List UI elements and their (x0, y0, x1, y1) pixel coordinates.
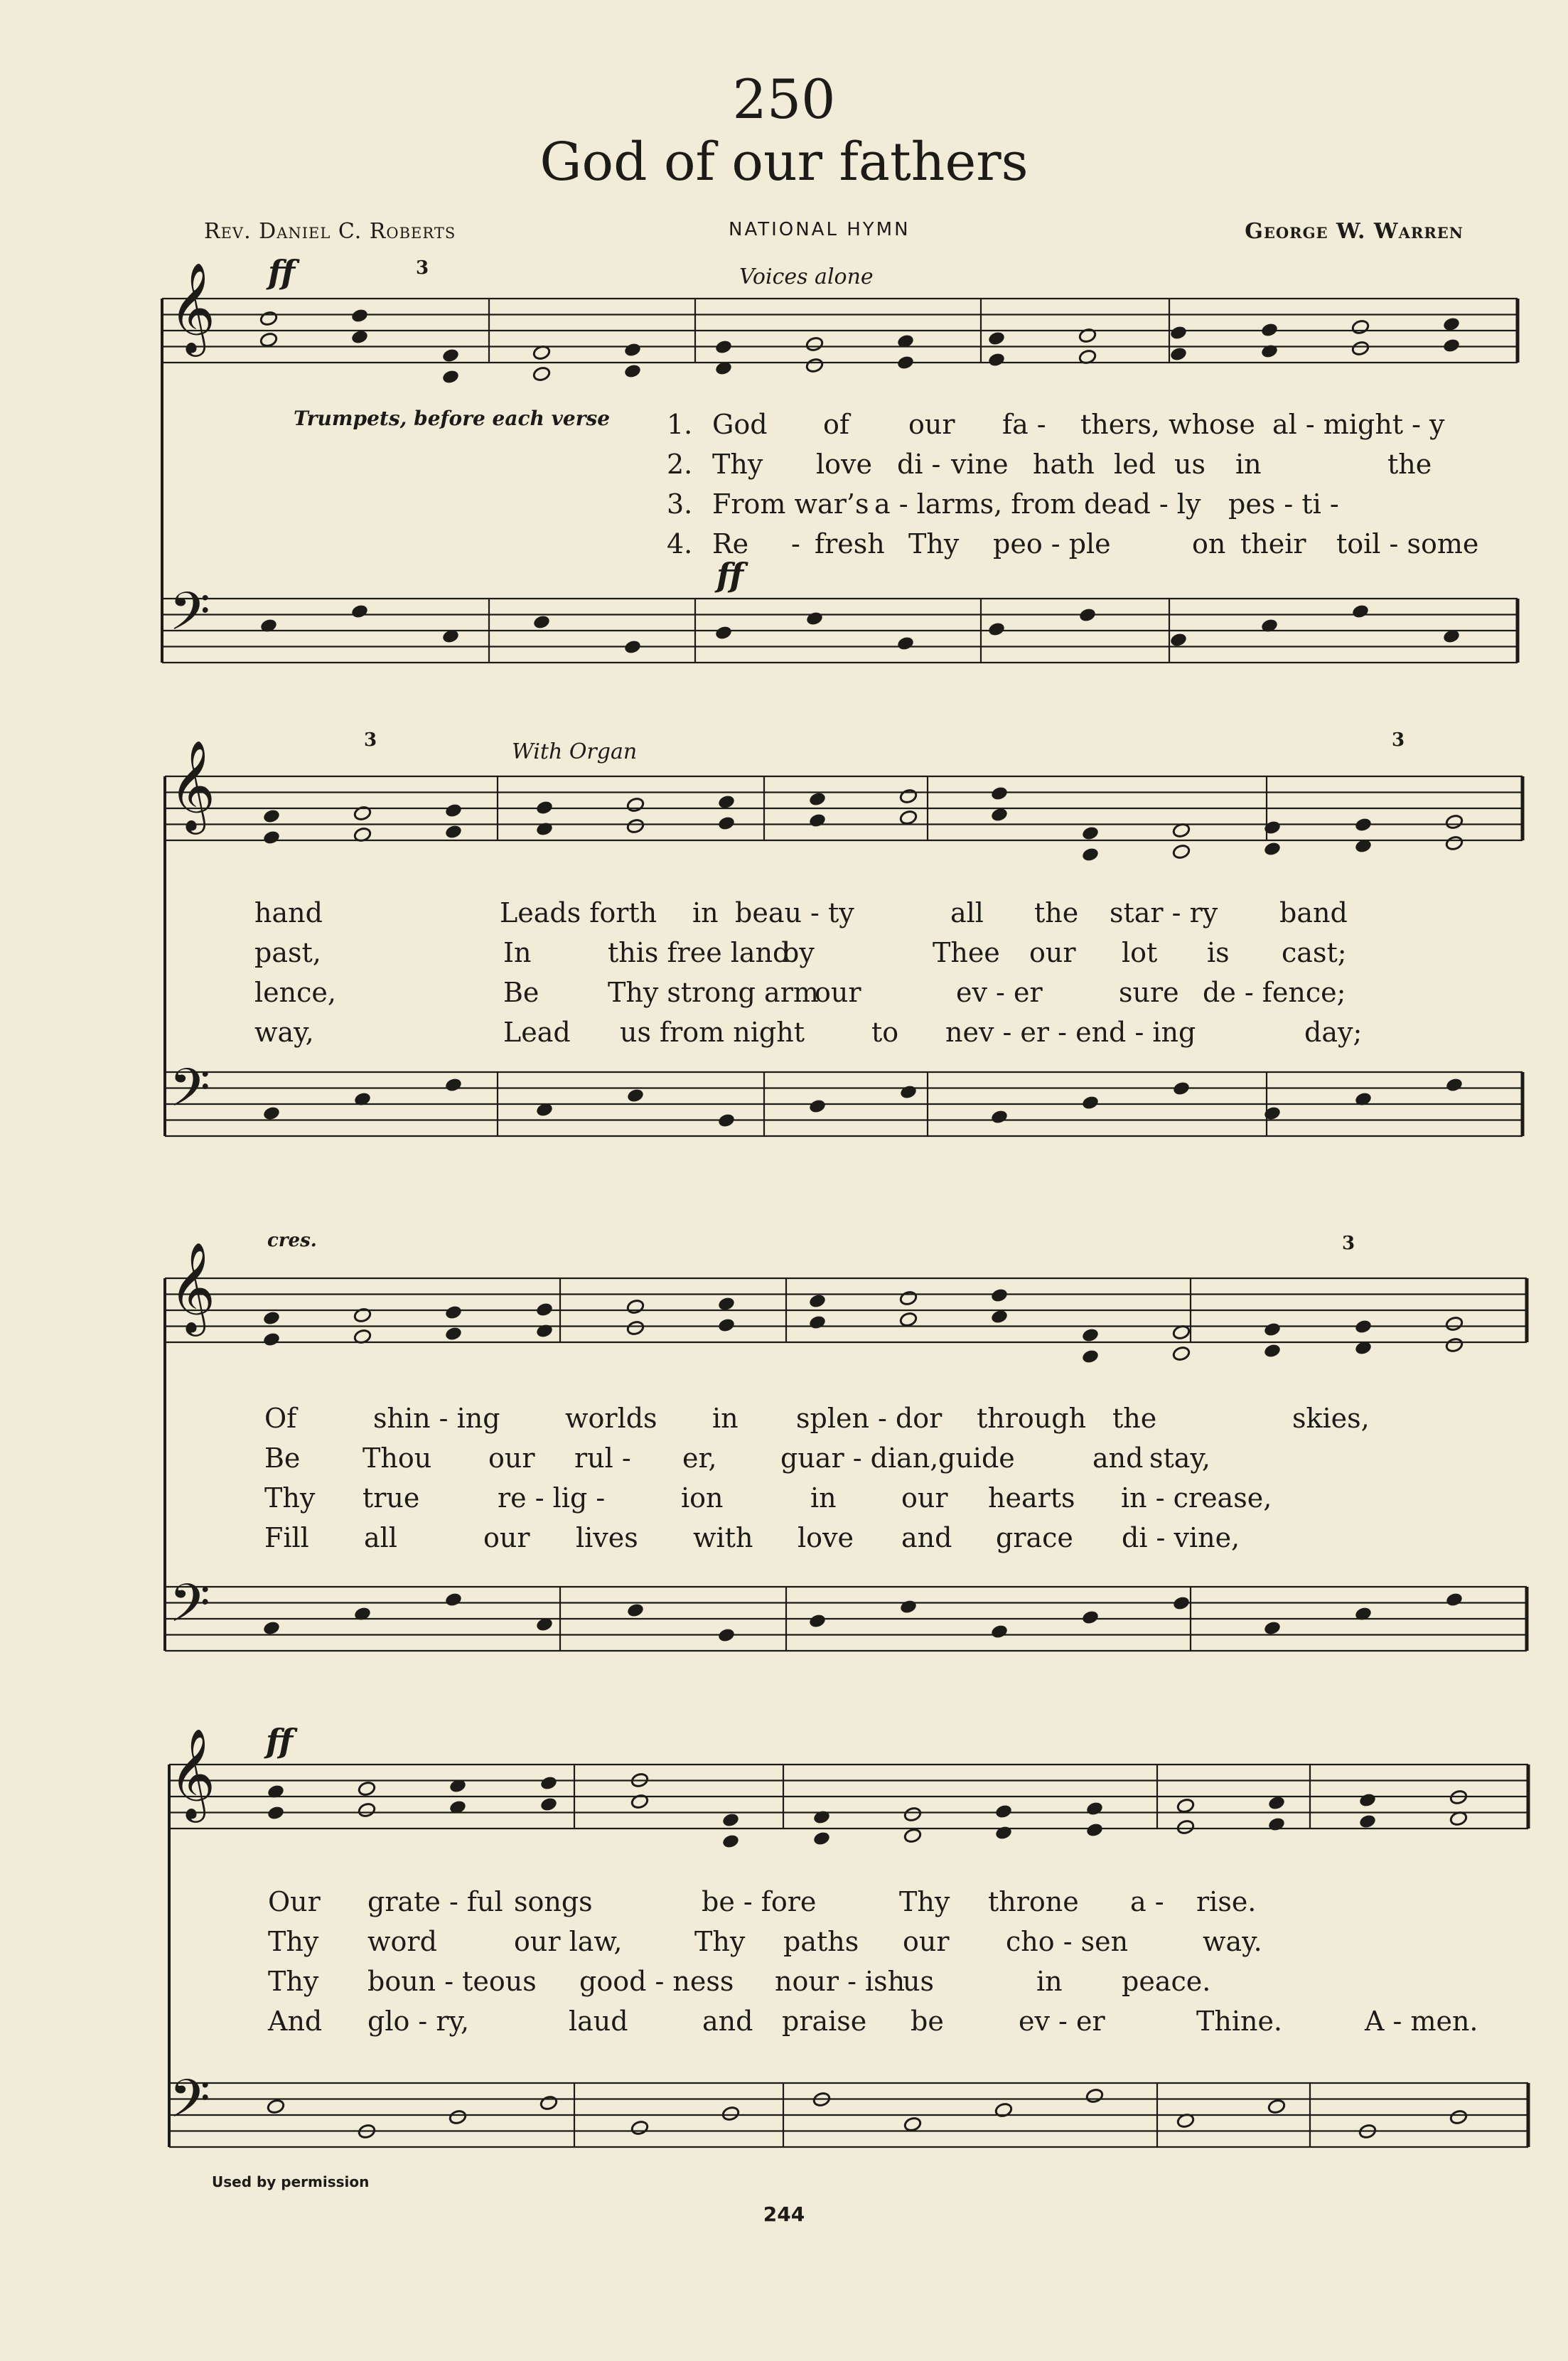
lyric-syllable: - (791, 528, 800, 560)
lyric-syllable: on (1192, 528, 1226, 560)
lyric-syllable: our (903, 1926, 950, 1957)
lyric-syllable: all (364, 1522, 397, 1553)
lyric-syllable: Thy strong arm (608, 977, 819, 1008)
lyric-syllable: rise. (1196, 1886, 1257, 1917)
lyric-syllable: Fill (264, 1522, 309, 1553)
lyric-syllable: toil - some (1336, 528, 1479, 560)
lyric-syllable: lot (1122, 937, 1158, 968)
lyric-syllable: is (1207, 937, 1230, 968)
lyric-syllable: past, (254, 937, 321, 968)
lyric-syllable: Leads forth (500, 897, 657, 928)
lyric-syllable: fa - (1002, 409, 1046, 440)
lyric-syllable: word (367, 1926, 437, 1957)
lyric-syllable: boun - teous (367, 1966, 537, 1997)
lyric-syllable: Be (264, 1442, 301, 1474)
lyric-syllable: ion (681, 1482, 724, 1514)
crescendo-marking: cres. (267, 1230, 317, 1251)
lyric-syllable: ev - er (956, 977, 1043, 1008)
lyric-syllable: laud (569, 2006, 628, 2037)
lyric-syllable: true (363, 1482, 420, 1514)
lyric-syllable: nev - er - end - ing (945, 1017, 1196, 1048)
lyric-syllable: hath (1033, 449, 1095, 480)
lyric-syllable: Thee (933, 937, 1000, 968)
triplet-mark-4: 3 (1342, 1233, 1355, 1254)
lyric-syllable: our (1029, 937, 1076, 968)
lyric-syllable: Thy (694, 1926, 746, 1957)
lyric-syllable: our (488, 1442, 535, 1474)
lyric-syllable: praise (782, 2006, 867, 2037)
lyric-syllable: rul - (574, 1442, 631, 1474)
lyric-syllable: guide (938, 1442, 1015, 1474)
lyric-syllable: Be (503, 977, 539, 1008)
lyric-syllable: In (503, 937, 532, 968)
svg-text:𝄞: 𝄞 (169, 1241, 216, 1332)
lyric-syllable: Thy (712, 449, 763, 480)
svg-text:𝄞: 𝄞 (169, 739, 216, 830)
lyric-syllable: A - men. (1365, 2006, 1478, 2037)
with-organ-marking: With Organ (512, 739, 638, 764)
lyric-syllable: dead - ly (1084, 488, 1201, 520)
voices-alone-marking: Voices alone (739, 264, 874, 289)
lyric-syllable: di - (897, 449, 941, 480)
lyric-syllable: al - might - y (1272, 409, 1445, 440)
svg-text:𝄞: 𝄞 (169, 262, 216, 353)
lyric-syllable: guar - dian, (780, 1442, 939, 1474)
lyric-syllable: peo - ple (993, 528, 1111, 560)
lyric-syllable: in (1235, 449, 1262, 480)
hymn-title: God of our fathers (539, 132, 1029, 193)
lyric-syllable: Thy (268, 1926, 319, 1957)
tune-name: NATIONAL HYMN (729, 219, 911, 240)
lyric-syllable: re - lig - (498, 1482, 606, 1514)
svg-text:𝄢: 𝄢 (169, 1057, 210, 1132)
verse-number-3: 3. (667, 488, 693, 520)
fortissimo-marking-3: ff (266, 1722, 294, 1760)
lyric-syllable: way, (254, 1017, 314, 1048)
lyric-syllable: us (903, 1966, 934, 1997)
lyric-syllable: paths (783, 1926, 859, 1957)
lyric-syllable: our (901, 1482, 948, 1514)
lyric-syllable: hearts (988, 1482, 1075, 1514)
lyric-syllable: be (911, 2006, 944, 2037)
lyric-syllable: in - crease, (1121, 1482, 1272, 1514)
lyric-syllable: de - fence; (1203, 977, 1346, 1008)
lyric-syllable: be - fore (702, 1886, 817, 1917)
lyric-syllable: grate - ful (367, 1886, 503, 1917)
lyric-syllable: the (1112, 1403, 1157, 1434)
svg-text:𝄞: 𝄞 (169, 1728, 216, 1819)
lyric-syllable: our (483, 1522, 530, 1553)
lyric-syllable: vine (951, 449, 1009, 480)
lyric-syllable: peace. (1122, 1966, 1211, 1997)
verse-number-2: 2. (667, 449, 693, 480)
author-credit: Rev. Daniel C. Roberts (204, 219, 456, 244)
lyric-syllable: our (815, 977, 861, 1008)
lyric-syllable: And (268, 2006, 323, 2037)
lyric-syllable: splen - dor (796, 1403, 943, 1434)
lyric-syllable: Our (268, 1886, 321, 1917)
page-number: 244 (763, 2202, 805, 2226)
lyric-syllable: nour - ish (775, 1966, 906, 1997)
composer-credit: George W. Warren (1245, 219, 1464, 244)
lyric-syllable: in (712, 1403, 739, 1434)
lyric-syllable: star - ry (1110, 897, 1218, 928)
lyric-syllable: shin - ing (373, 1403, 500, 1434)
lyric-syllable: band (1279, 897, 1348, 928)
lyric-syllable: and (1092, 1442, 1144, 1474)
verse-number-1: 1. (667, 409, 693, 440)
lyric-syllable: grace (996, 1522, 1073, 1553)
fortissimo-marking-1: ff (268, 253, 296, 291)
permission-note: Used by permission (212, 2173, 370, 2190)
lyric-syllable: in (810, 1482, 837, 1514)
lyric-syllable: way. (1203, 1926, 1262, 1957)
lyric-syllable: to (871, 1017, 899, 1048)
lyric-syllable: Of (264, 1403, 297, 1434)
lyric-syllable: cast; (1282, 937, 1347, 968)
svg-text:𝄢: 𝄢 (169, 581, 210, 655)
lyric-syllable: hand (254, 897, 323, 928)
lyric-syllable: di - vine, (1122, 1522, 1240, 1553)
lyric-syllable: Re (712, 528, 749, 560)
lyric-syllable: God (712, 409, 768, 440)
lyric-syllable: in (692, 897, 719, 928)
lyric-syllable: and (702, 2006, 753, 2037)
lyric-syllable: Thy (908, 528, 960, 560)
lyric-syllable: skies, (1292, 1403, 1370, 1434)
lyric-syllable: Thou (363, 1442, 432, 1474)
lyric-syllable: worlds (565, 1403, 657, 1434)
triplet-mark-2: 3 (364, 729, 377, 751)
lyric-syllable: us from night (620, 1017, 805, 1048)
lyric-syllable: love (798, 1522, 854, 1553)
svg-text:𝄢: 𝄢 (169, 2068, 210, 2143)
lyric-syllable: sure (1119, 977, 1179, 1008)
lyric-syllable: through (977, 1403, 1087, 1434)
lyric-syllable: by (782, 937, 815, 968)
hymn-number: 250 (732, 68, 836, 131)
triplet-mark-1: 3 (416, 257, 429, 279)
lyric-syllable: and (901, 1522, 952, 1553)
lyric-syllable: of (823, 409, 849, 440)
lyric-syllable: the (1034, 897, 1079, 928)
lyric-syllable: Thy (268, 1966, 319, 1997)
lyric-syllable: thers, whose (1080, 409, 1255, 440)
lyric-syllable: led (1114, 449, 1156, 480)
lyric-syllable: cho - sen (1006, 1926, 1129, 1957)
lyric-syllable: all (950, 897, 984, 928)
lyric-syllable: ev - er (1019, 2006, 1105, 2037)
lyric-syllable: their (1240, 528, 1306, 560)
lyric-syllable: our law, (514, 1926, 623, 1957)
lyric-syllable: beau - ty (735, 897, 854, 928)
lyric-syllable: our (908, 409, 955, 440)
verse-number-4: 4. (667, 528, 693, 560)
lyric-syllable: day; (1304, 1017, 1363, 1048)
svg-text:𝄢: 𝄢 (169, 1573, 210, 1647)
lyric-syllable: From war’s (712, 488, 869, 520)
lyric-syllable: love (816, 449, 872, 480)
lyric-syllable: lence, (254, 977, 336, 1008)
lyric-syllable: glo - ry, (367, 2006, 470, 2037)
lyric-syllable: stay, (1149, 1442, 1210, 1474)
lyric-syllable: fresh (815, 528, 885, 560)
lyric-syllable: lives (576, 1522, 638, 1553)
lyric-syllable: with (693, 1522, 753, 1553)
lyric-syllable: a - (1130, 1886, 1164, 1917)
lyric-syllable: er, (682, 1442, 717, 1474)
triplet-mark-3: 3 (1392, 729, 1405, 751)
lyric-syllable: in (1036, 1966, 1063, 1997)
lyric-syllable: throne (988, 1886, 1079, 1917)
trumpets-marking: Trumpets, before each verse (294, 407, 611, 430)
lyric-syllable: Lead (503, 1017, 571, 1048)
lyric-syllable: Thine. (1196, 2006, 1283, 2037)
lyric-syllable: Thy (264, 1482, 316, 1514)
lyric-syllable: good - ness (579, 1966, 734, 1997)
lyric-syllable: the (1387, 449, 1432, 480)
lyric-syllable: songs (514, 1886, 593, 1917)
lyric-syllable: pes - ti - (1228, 488, 1339, 520)
lyric-syllable: us (1174, 449, 1205, 480)
fortissimo-marking-2: ff (716, 556, 744, 594)
lyric-syllable: this free land (608, 937, 790, 968)
lyric-syllable: Thy (899, 1886, 950, 1917)
lyric-syllable: a - larms, from (874, 488, 1076, 520)
